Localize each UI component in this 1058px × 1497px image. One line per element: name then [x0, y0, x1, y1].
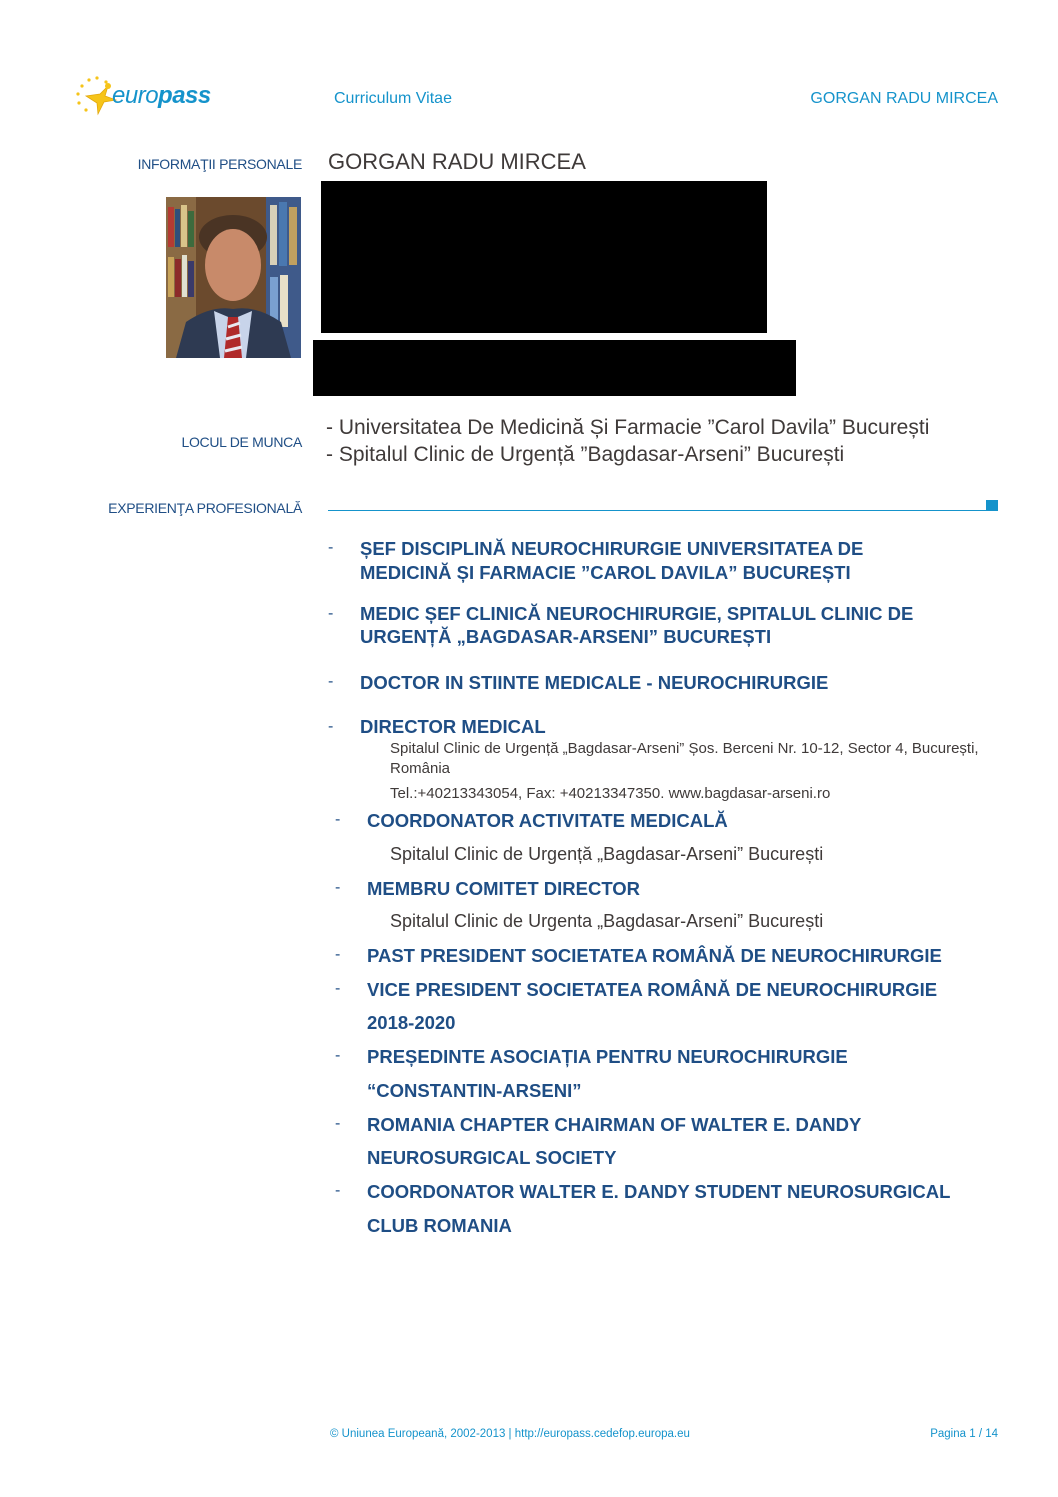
experience-item-title: PREȘEDINTE ASOCIAȚIA PENTRU NEUROCHIRURGIE [367, 1046, 848, 1067]
page-number: Pagina 1 / 14 [930, 1428, 998, 1440]
experience-item-detail: România [390, 760, 451, 777]
profile-photo [166, 197, 301, 358]
experience-item-detail: Tel.:+40213343054, Fax: +40213347350. www.bagdasar-arseni.ro [390, 785, 831, 802]
experience-item-title: MEDICINĂ ȘI FARMACIE ”CAROL DAVILA” BUCUREȘTI [360, 562, 851, 583]
experience-item-title: NEUROSURGICAL SOCIETY [367, 1147, 617, 1168]
list-dash: - [335, 1115, 341, 1132]
workplace-line: - Universitatea De Medicină Și Farmacie ”Carol Davila” București [326, 416, 930, 439]
experience-label: EXPERIENŢA PROFESIONALĂ [108, 500, 302, 516]
header-person-name: GORGAN RADU MIRCEA [810, 90, 998, 107]
list-dash: - [335, 1047, 341, 1064]
list-dash: - [335, 811, 341, 828]
list-dash: - [335, 946, 341, 963]
europass-logo [72, 72, 222, 122]
document-title: Curriculum Vitae [334, 90, 452, 107]
experience-item-title: COORDONATOR ACTIVITATE MEDICALĂ [367, 810, 728, 831]
person-name: GORGAN RADU MIRCEA [328, 149, 586, 174]
list-dash: - [335, 980, 341, 997]
experience-item-title: COORDONATOR WALTER E. DANDY STUDENT NEUROSURGICAL [367, 1181, 951, 1202]
redacted-contact-block-2 [313, 340, 796, 396]
list-dash: - [328, 605, 334, 622]
experience-item-title: VICE PRESIDENT SOCIETATEA ROMÂNĂ DE NEUROCHIRURGIE [367, 979, 938, 1000]
experience-item-title: DOCTOR IN STIINTE MEDICALE - NEUROCHIRURGIE [360, 672, 829, 693]
redacted-contact-block [321, 181, 767, 333]
experience-item-detail: Spitalul Clinic de Urgență „Bagdasar-Arseni” București [390, 844, 824, 864]
experience-item-title: MEMBRU COMITET DIRECTOR [367, 878, 641, 899]
experience-item-detail: Spitalul Clinic de Urgență „Bagdasar-Arseni” Șos. Berceni Nr. 10-12, Sector 4, București, [390, 740, 979, 757]
list-dash: - [328, 673, 334, 690]
experience-item-title: 2018-2020 [367, 1012, 456, 1033]
experience-item-title: URGENȚĂ „BAGDASAR-ARSENI” BUCUREȘTI [360, 626, 772, 647]
footer-copyright: © Uniunea Europeană, 2002-2013 | http://europass.cedefop.europa.eu [330, 1428, 690, 1440]
portrait-image [166, 197, 301, 358]
experience-item-title: DIRECTOR MEDICAL [360, 716, 546, 737]
experience-item-title: ROMANIA CHAPTER CHAIRMAN OF WALTER E. DANDY [367, 1114, 862, 1135]
section-marker [986, 500, 998, 511]
experience-item-title: ȘEF DISCIPLINĂ NEUROCHIRURGIE UNIVERSITATEA DE [360, 538, 864, 559]
list-dash: - [335, 879, 341, 896]
workplace-label: LOCUL DE MUNCA [181, 434, 302, 450]
section-divider [328, 510, 986, 511]
experience-item-detail: Spitalul Clinic de Urgenta „Bagdasar-Arseni” București [390, 911, 824, 931]
experience-item-title: “CONSTANTIN-ARSENI” [367, 1080, 582, 1101]
list-dash: - [328, 718, 334, 735]
list-dash: - [335, 1182, 341, 1199]
europass-wordmark: europass [112, 82, 211, 109]
list-dash: - [328, 539, 334, 556]
experience-item-title: CLUB ROMANIA [367, 1215, 512, 1236]
workplace-line: - Spitalul Clinic de Urgență ”Bagdasar-Arseni” București [326, 443, 845, 466]
experience-item-title: MEDIC ȘEF CLINICĂ NEUROCHIRURGIE, SPITALUL CLINIC DE [360, 603, 914, 624]
experience-item-title: PAST PRESIDENT SOCIETATEA ROMÂNĂ DE NEUROCHIRURGIE [367, 945, 942, 966]
personal-info-label: INFORMAŢII PERSONALE [137, 156, 302, 172]
